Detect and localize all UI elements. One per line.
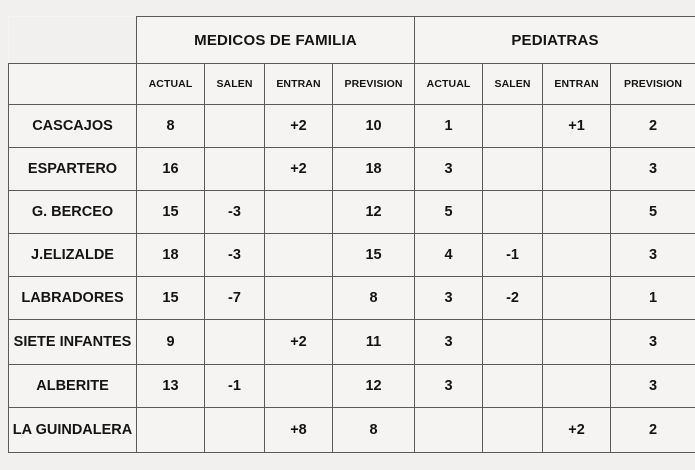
table-cell: 1 xyxy=(611,277,695,320)
table-cell: 3 xyxy=(415,148,483,191)
table-cell xyxy=(265,191,333,234)
table-cell xyxy=(205,408,265,453)
table-cell xyxy=(483,408,543,453)
row-center-name: LABRADORES xyxy=(9,277,137,320)
row-center-name: ESPARTERO xyxy=(9,148,137,191)
table-cell: 3 xyxy=(415,277,483,320)
table-cell xyxy=(483,365,543,408)
table-cell xyxy=(205,320,265,365)
column-header-prevision: PREVISION xyxy=(611,64,695,105)
column-header-salen: SALEN xyxy=(483,64,543,105)
table-cell: +2 xyxy=(265,105,333,148)
table-cell: 3 xyxy=(415,365,483,408)
table-cell: 10 xyxy=(333,105,415,148)
table-cell: 4 xyxy=(415,234,483,277)
column-header-entran: ENTRAN xyxy=(265,64,333,105)
table-cell xyxy=(265,234,333,277)
table-cell: 2 xyxy=(611,105,695,148)
table-cell xyxy=(205,105,265,148)
table-cell xyxy=(137,408,205,453)
row-center-name: G. BERCEO xyxy=(9,191,137,234)
table-cell: 3 xyxy=(611,148,695,191)
table-cell: -2 xyxy=(483,277,543,320)
staffing-table xyxy=(8,16,695,453)
column-header-salen: SALEN xyxy=(205,64,265,105)
table-cell: 9 xyxy=(137,320,205,365)
table-cell xyxy=(543,365,611,408)
row-center-name: J.ELIZALDE xyxy=(9,234,137,277)
table-cell: 15 xyxy=(137,191,205,234)
table-cell: 12 xyxy=(333,365,415,408)
column-header-actual: ACTUAL xyxy=(137,64,205,105)
table-row xyxy=(9,408,695,453)
table-cell: 15 xyxy=(137,277,205,320)
table-cell xyxy=(543,148,611,191)
table-row xyxy=(9,148,695,191)
table-cell: 3 xyxy=(611,365,695,408)
table-cell: -3 xyxy=(205,191,265,234)
table-cell xyxy=(543,277,611,320)
column-header-row xyxy=(9,64,695,105)
table-cell: +8 xyxy=(265,408,333,453)
table-cell xyxy=(543,234,611,277)
table-row xyxy=(9,277,695,320)
table-cell: -1 xyxy=(205,365,265,408)
table-cell: 12 xyxy=(333,191,415,234)
table-cell: 1 xyxy=(415,105,483,148)
table-cell xyxy=(415,408,483,453)
table-cell xyxy=(205,148,265,191)
table-cell: 11 xyxy=(333,320,415,365)
table-cell: 3 xyxy=(611,234,695,277)
table-cell: 8 xyxy=(333,408,415,453)
row-center-name: ALBERITE xyxy=(9,365,137,408)
group-header-medicos: MEDICOS DE FAMILIA xyxy=(137,17,415,64)
row-header-empty xyxy=(9,64,137,105)
table-cell xyxy=(483,148,543,191)
table-cell: 16 xyxy=(137,148,205,191)
group-header-pediatras: PEDIATRAS xyxy=(415,17,695,64)
table-row xyxy=(9,320,695,365)
row-center-name: LA GUINDALERA xyxy=(9,408,137,453)
table-cell: -3 xyxy=(205,234,265,277)
table-cell: 15 xyxy=(333,234,415,277)
table-cell xyxy=(483,191,543,234)
table-row xyxy=(9,191,695,234)
table-cell: 8 xyxy=(137,105,205,148)
group-header-row xyxy=(9,17,695,64)
table-cell: 5 xyxy=(415,191,483,234)
table-cell xyxy=(543,320,611,365)
table-cell xyxy=(543,191,611,234)
column-header-actual: ACTUAL xyxy=(415,64,483,105)
table-cell: +2 xyxy=(265,148,333,191)
column-header-prevision: PREVISION xyxy=(333,64,415,105)
table-cell: 18 xyxy=(333,148,415,191)
table-row xyxy=(9,105,695,148)
table-cell: +1 xyxy=(543,105,611,148)
row-center-name: CASCAJOS xyxy=(9,105,137,148)
table-cell: 2 xyxy=(611,408,695,453)
table-cell: +2 xyxy=(543,408,611,453)
table-cell: 5 xyxy=(611,191,695,234)
table-cell: -1 xyxy=(483,234,543,277)
table-cell: 3 xyxy=(415,320,483,365)
table-cell xyxy=(265,365,333,408)
table-cell xyxy=(483,320,543,365)
column-header-entran: ENTRAN xyxy=(543,64,611,105)
table-row xyxy=(9,365,695,408)
table-cell: +2 xyxy=(265,320,333,365)
corner-blank xyxy=(9,17,137,64)
row-center-name: SIETE INFANTES xyxy=(9,320,137,365)
table-cell xyxy=(265,277,333,320)
table-cell: 13 xyxy=(137,365,205,408)
table-cell: 3 xyxy=(611,320,695,365)
table-cell: 18 xyxy=(137,234,205,277)
table-row xyxy=(9,234,695,277)
table-cell xyxy=(483,105,543,148)
table-cell: -7 xyxy=(205,277,265,320)
table-cell: 8 xyxy=(333,277,415,320)
